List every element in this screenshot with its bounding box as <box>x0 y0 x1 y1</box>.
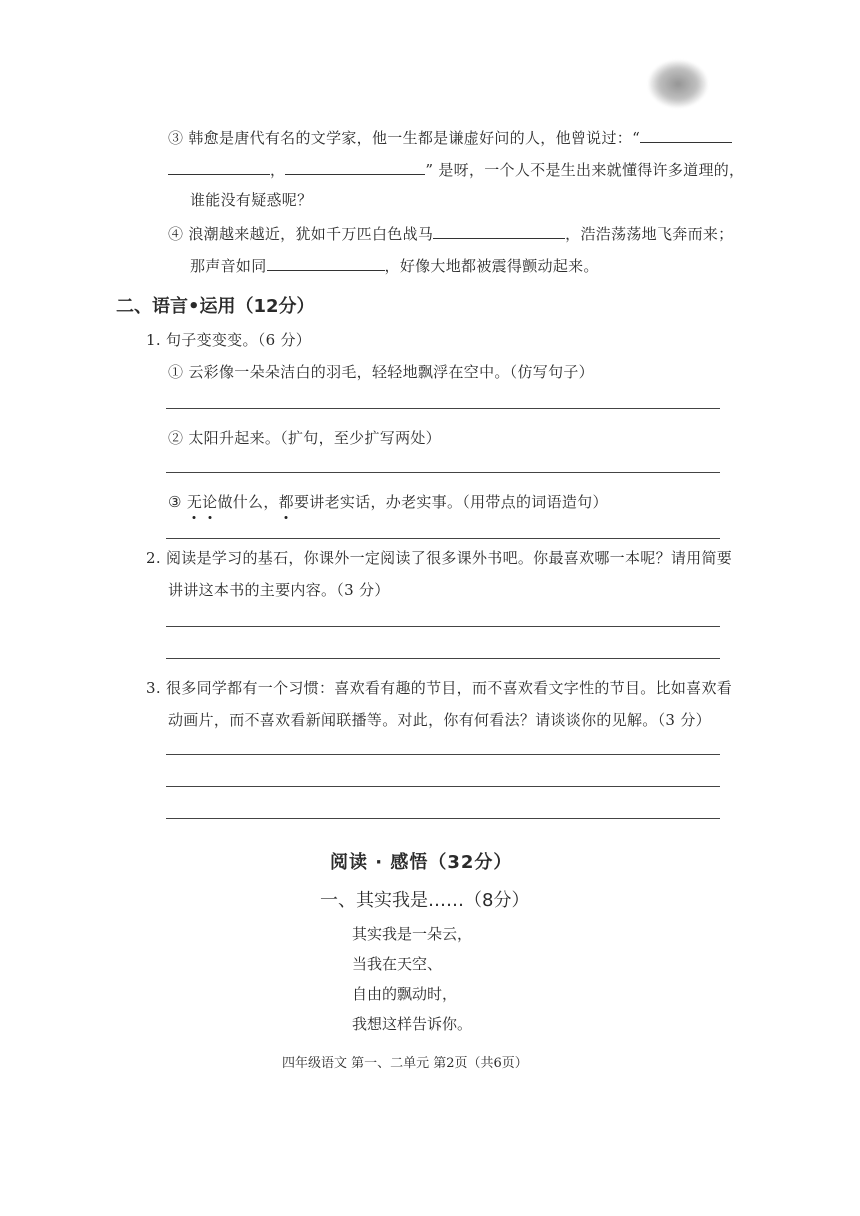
q4-line1-text-a: ④ 浪潮越来越近，犹如千万匹白色战马 <box>168 225 434 243</box>
q4-line1 <box>168 222 733 244</box>
poem-line-2: 当我在天空、 <box>352 955 443 973</box>
q3-line2 <box>168 158 744 180</box>
poem-line-4: 我想这样告诉你。 <box>352 1015 473 1033</box>
q4-line1-text-b: ，浩浩荡荡地飞奔而来； <box>565 225 734 243</box>
item1-sub2: ② 太阳升起来。（扩句，至少扩写两处） <box>168 429 441 447</box>
poem-line-1: 其实我是一朵云， <box>352 925 473 943</box>
answer-line-1[interactable] <box>166 408 720 409</box>
item1-sub3-mid: 做什么， <box>217 493 279 511</box>
reading-subtitle: 一、其实我是……（8分） <box>320 890 530 911</box>
item1-sub3-prefix: ③ <box>168 493 187 511</box>
item3-line1: 3. 很多同学都有一个习惯：喜欢看有趣的节目，而不喜欢看文字性的节目。比如喜欢看 <box>146 679 733 697</box>
item2-line1: 2. 阅读是学习的基石，你课外一定阅读了很多课外书吧。你最喜欢哪一本呢？请用简要 <box>146 549 733 567</box>
q4-line2-text-a: 那声音如同 <box>190 257 267 275</box>
q3-blank-3[interactable] <box>285 158 425 175</box>
answer-line-3[interactable] <box>166 538 720 539</box>
scan-smudge <box>648 60 708 108</box>
item2-line2: 讲讲这本书的主要内容。（3 分） <box>168 581 390 599</box>
q3-line2-text: ” 是呀，一个人不是生出来就懂得许多道理的， <box>425 161 745 179</box>
answer-line-4[interactable] <box>166 626 720 627</box>
item1-sub3-rest: 要讲老实话，办老实事。（用带点的词语造句） <box>293 493 608 511</box>
dotted-char-dou: 都 <box>278 493 294 511</box>
q3-line3: 谁能没有疑惑呢？ <box>190 191 313 209</box>
section2-title: 二、语言•运用（12分） <box>116 296 315 317</box>
answer-line-8[interactable] <box>166 818 720 819</box>
item1-sub1: ① 云彩像一朵朵洁白的羽毛，轻轻地飘浮在空中。（仿写句子） <box>168 363 594 381</box>
q4-blank-1[interactable] <box>433 222 565 239</box>
q4-line2 <box>190 254 599 276</box>
poem-line-3: 自由的飘动时， <box>352 985 458 1003</box>
q3-blank-1[interactable] <box>640 126 732 143</box>
q3-comma: ， <box>270 161 286 179</box>
q4-line2-text-b: ，好像大地都被震得颤动起来。 <box>384 257 599 275</box>
answer-line-2[interactable] <box>166 472 720 473</box>
item3-line2: 动画片，而不喜欢看新闻联播等。对此，你有何看法？请谈谈你的见解。（3 分） <box>168 711 711 729</box>
q4-blank-2[interactable] <box>267 254 385 271</box>
answer-line-6[interactable] <box>166 754 720 755</box>
dotted-char-wu: 无 <box>186 493 203 511</box>
answer-line-7[interactable] <box>166 786 720 787</box>
q3-line1-text: ③ 韩愈是唐代有名的文学家，他一生都是谦虚好问的人，他曾说过：“ <box>168 129 641 147</box>
reading-title: 阅读 · 感悟（32分） <box>330 852 513 873</box>
dotted-char-lun: 论 <box>202 493 218 511</box>
item1-sub3 <box>168 492 608 512</box>
item1-title: 1. 句子变变变。（6 分） <box>146 331 312 349</box>
page-footer: 四年级语文 第一、二单元 第2页（共6页） <box>282 1056 528 1071</box>
q3-blank-2[interactable] <box>168 158 270 175</box>
answer-line-5[interactable] <box>166 658 720 659</box>
q3-line1 <box>168 126 732 148</box>
